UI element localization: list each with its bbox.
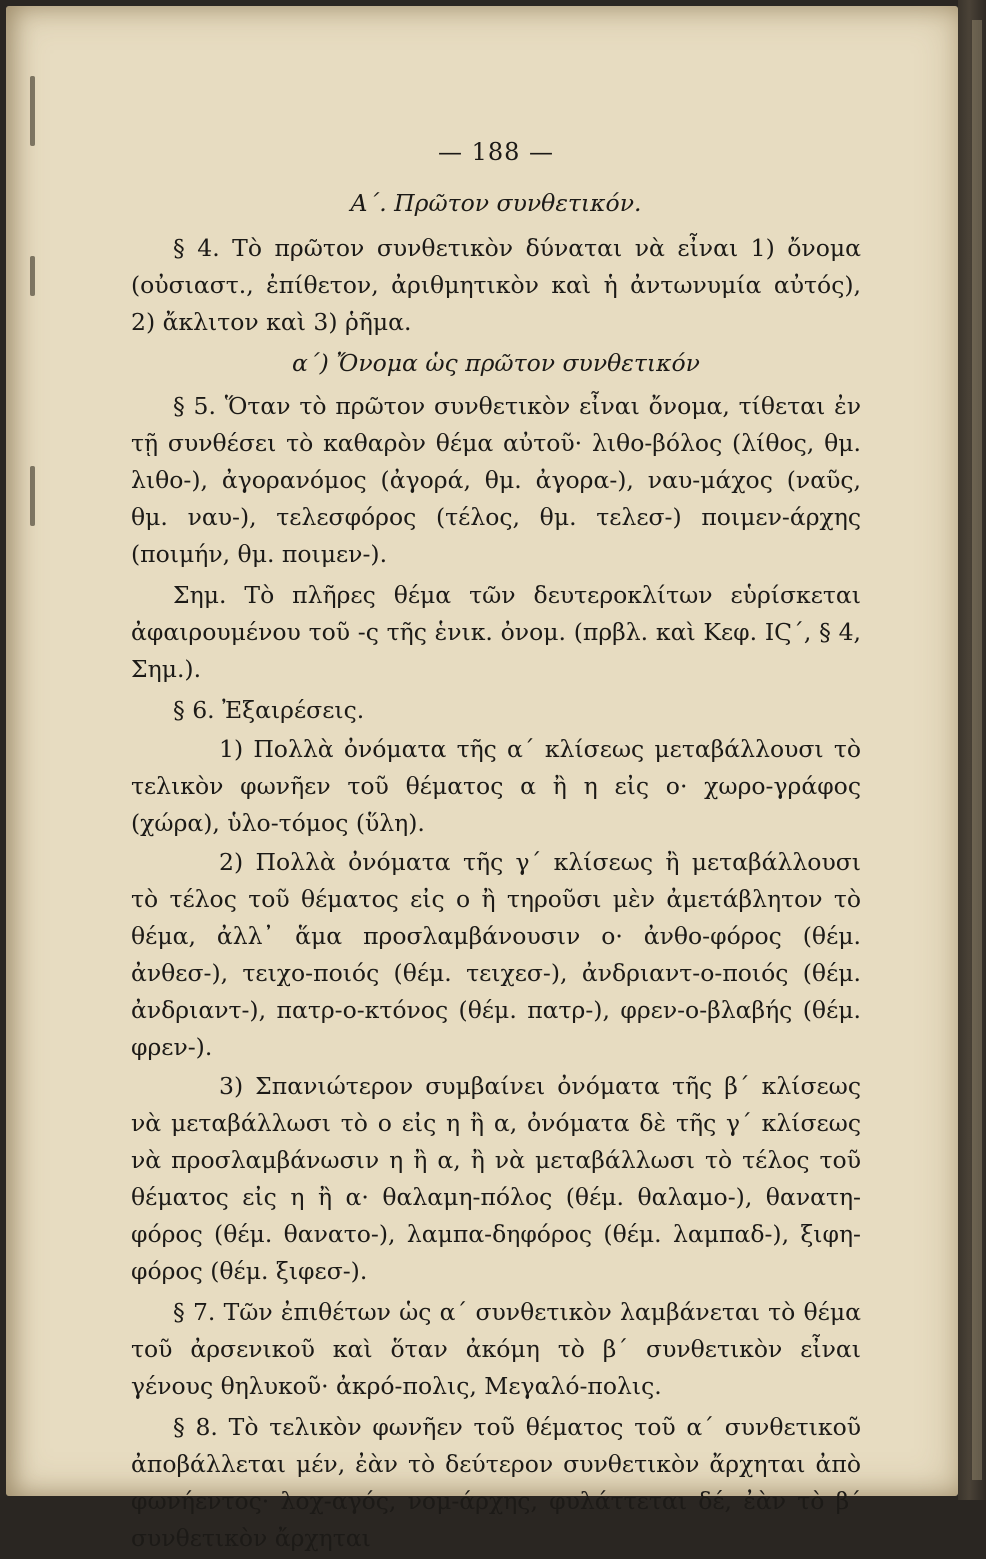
page-number: — 188 — [437, 138, 555, 166]
binding-mark [30, 256, 35, 296]
paragraph-section-7: § 7. Τῶν ἐπιθέτων ὡς α΄ συνθετικὸν λαμβάνεται τὸ θέμα τοῦ ἀρσενικοῦ καὶ ὅταν ἀκόμη τὸ β΄ συνθετικὸν εἶναι γένους θηλυκοῦ· ἀκρό-πολις, Μεγαλό-πολις. [131, 1298, 861, 1400]
exception-3: 3) Σπανιώτερον συμβαίνει ὀνόματα τῆς β΄ κλίσεως νὰ μεταβάλλωσι τὸ ο εἰς η ἢ α, ὀνόματα δὲ τῆς γ΄ κλίσεως νὰ προσλαμβάνωσιν η ἢ α, ἢ νὰ μεταβάλλωσι τὸ τέλος τοῦ θέματος εἰς η ἢ α· θαλαμη-πόλος (θέμ. θαλαμο-), θανατη-φόρος (θέμ. θανατο-), λαμπα-δηφόρος (θέμ. λαμπαδ-), ξιφη-φόρος (θέμ. ξιφεσ-). [131, 1072, 861, 1285]
paragraph-section-8: § 8. Τὸ τελικὸν φωνῆεν τοῦ θέματος τοῦ α΄ συνθετικοῦ ἀποβάλλεται μέν, ἐὰν τὸ δεύτερον συνθετικὸν ἄρχηται ἀπὸ φωνήεντος· λοχ-αγός, νομ-άρχης, φυλάττεται δέ, ἐὰν τὸ β΄ συνθετικὸν ἄρχηται [131, 1413, 861, 1552]
binding-mark [30, 76, 35, 146]
exception-1: 1) Πολλὰ ὀνόματα τῆς α΄ κλίσεως μεταβάλλουσι τὸ τελικὸν φωνῆεν τοῦ θέματος α ἢ η εἰς ο· χωρο-γράφος (χώρα), ὑλο-τόμος (ὕλη). [131, 735, 861, 837]
exception-2: 2) Πολλὰ ὀνόματα τῆς γ΄ κλίσεως ἢ μεταβάλλουσι τὸ τέλος τοῦ θέματος εἰς ο ἢ τηροῦσι μὲν ἀμετάβλητον τὸ θέμα, ἀλλ᾽ ἅμα προσλαμβάνουσιν ο· ἀνθο-φόρος (θέμ. ἀνθεσ-), τειχο-ποιός (θέμ. τειχεσ-), ἀνδριαντ-ο-ποιός (θέμ. ἀνδριαντ-), πατρ-ο-κτόνος (θέμ. πατρ-), φρεν-ο-βλαβής (θέμ. φρεν-). [131, 848, 861, 1061]
paragraph-section-4: § 4. Τὸ πρῶτον συνθετικὸν δύναται νὰ εἶναι 1) ὄνομα (οὐσιαστ., ἐπίθετον, ἀριθμητικὸν καὶ ἡ ἀντωνυμία αὐτός), 2) ἄκλιτον καὶ 3) ῥῆμα. [131, 234, 861, 336]
binding-mark [30, 466, 35, 526]
section-heading: Α΄. Πρῶτον συνθετικόν. [350, 189, 642, 217]
page-text [131, 134, 861, 1559]
book-page [6, 6, 958, 1552]
paragraph-note: Σημ. Τὸ πλῆρες θέμα τῶν δευτεροκλίτων εὑρίσκεται ἀφαιρουμένου τοῦ -ς τῆς ἑνικ. ὀνομ. (πρβλ. καὶ Κεφ. ΙϚ΄, § 4, Σημ.). [131, 581, 861, 683]
paragraph-section-5: § 5. Ὅταν τὸ πρῶτον συνθετικὸν εἶναι ὄνομα, τίθεται ἐν τῇ συνθέσει τὸ καθαρὸν θέμα αὐτοῦ· λιθο-βόλος (λίθος, θμ. λιθο-), ἀγορανόμος (ἀγορά, θμ. ἀγορα-), ναυ-μάχος (ναῦς, θμ. ναυ-), τελεσφόρος (τέλος, θμ. τελεσ-) ποιμεν-άρχης (ποιμήν, θμ. ποιμεν-). [131, 392, 861, 568]
subsection-heading: α΄) Ὄνομα ὡς πρῶτον συνθετικόν [292, 349, 700, 377]
next-page-edge [958, 0, 986, 1500]
paragraph-section-6: § 6. Ἐξαιρέσεις. [173, 696, 365, 724]
